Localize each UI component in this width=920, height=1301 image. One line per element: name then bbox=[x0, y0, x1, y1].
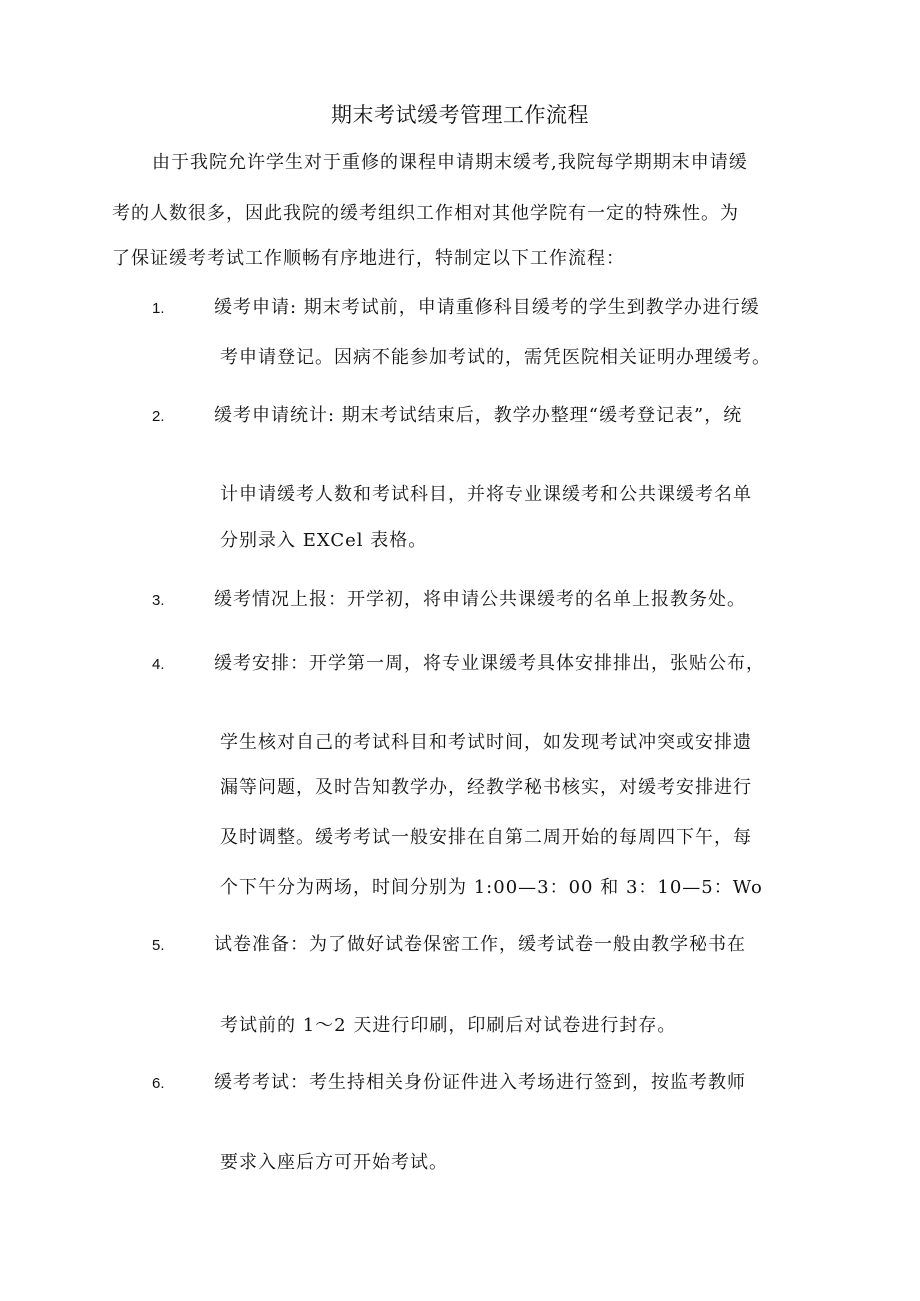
step-number: 4. bbox=[152, 656, 165, 673]
step-line: 考申请登记。因病不能参加考试的，需凭医院相关证明办理缓考。 bbox=[220, 347, 771, 368]
step-line: 缓考安排：开学第一周，将专业课缓考具体安排排出，张贴公布， bbox=[214, 653, 765, 674]
step-line: 学生核对自己的考试科目和考试时间，如发现考试冲突或安排遗 bbox=[220, 732, 752, 753]
step-line: 及时调整。缓考考试一般安排在自第二周开始的每周四下午，每 bbox=[220, 827, 752, 848]
step-line: 个下午分为两场，时间分别为 1:00—3：00 和 3：10—5：Wo bbox=[220, 877, 763, 898]
intro-line: 由于我院允许学生对于重修的课程申请期末缓考,我院每学期期末申请缓 bbox=[152, 152, 748, 173]
step-line: 缓考申请统计: 期末考试结束后，教学办整理“缓考登记表”，统 bbox=[214, 405, 743, 426]
step-line: 缓考情况上报：开学初，将申请公共课缓考的名单上报教务处。 bbox=[214, 589, 746, 610]
step-number: 1. bbox=[152, 300, 165, 317]
step-number: 6. bbox=[152, 1075, 165, 1092]
step-number: 5. bbox=[152, 937, 165, 954]
step-line: 考试前的 1～2 天进行印刷，印刷后对试卷进行封存。 bbox=[220, 1015, 677, 1036]
step-line: 缓考申请: 期末考试前，申请重修科目缓考的学生到教学办进行缓 bbox=[214, 297, 760, 318]
step-line: 漏等问题，及时告知教学办，经教学秘书核实，对缓考安排进行 bbox=[220, 777, 752, 798]
step-line: 分别录入 EXCel 表格。 bbox=[220, 530, 428, 551]
step-line: 计申请缓考人数和考试科目，并将专业课缓考和公共课缓考名单 bbox=[220, 484, 752, 505]
step-line: 要求入座后方可开始考试。 bbox=[220, 1152, 448, 1173]
document-title: 期末考试缓考管理工作流程 bbox=[331, 103, 589, 127]
intro-line: 了保证缓考考试工作顺畅有序地进行，特制定以下工作流程： bbox=[112, 248, 625, 269]
step-line: 缓考考试：考生持相关身份证件进入考场进行签到，按监考教师 bbox=[214, 1072, 746, 1093]
step-number: 3. bbox=[152, 592, 165, 609]
step-line: 试卷准备：为了做好试卷保密工作，缓考试卷一般由教学秘书在 bbox=[214, 934, 746, 955]
step-number: 2. bbox=[152, 408, 165, 425]
intro-line: 考的人数很多，因此我院的缓考组织工作相对其他学院有一定的特殊性。为 bbox=[112, 203, 739, 224]
